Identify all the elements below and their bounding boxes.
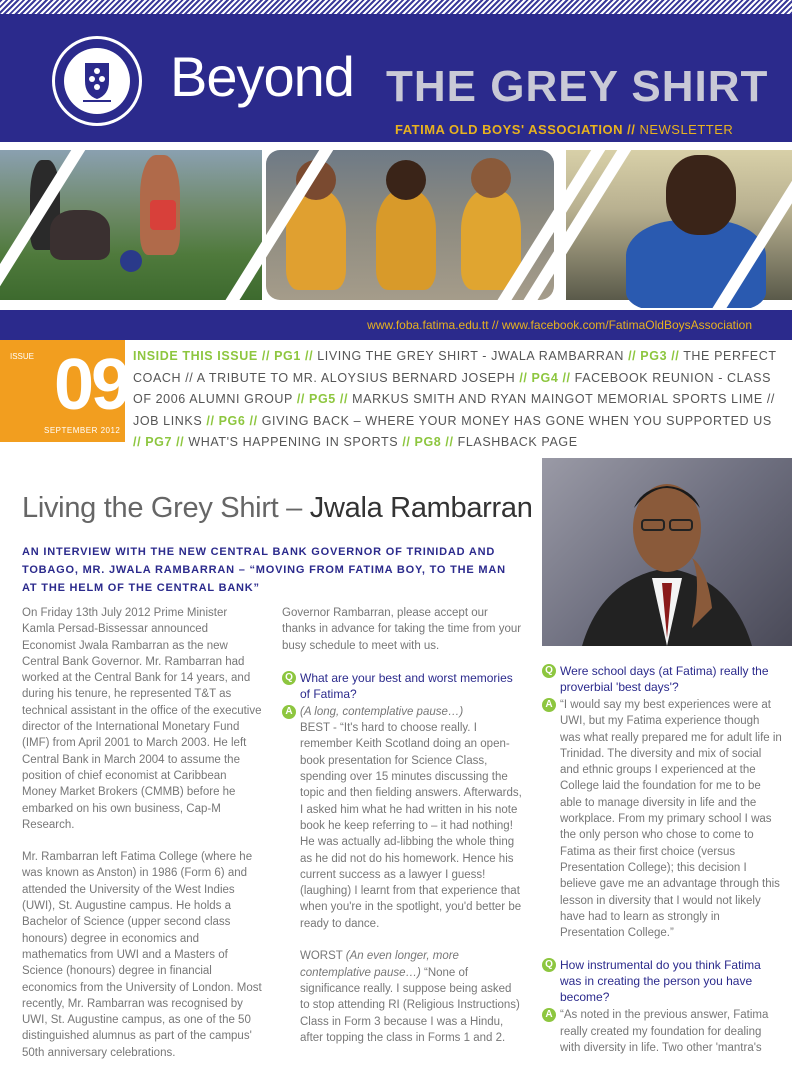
intro-paragraph: Governor Rambarran, please accept our thanks in advance for taking the time from your busy schedule to meet with us. [282,607,522,652]
a-badge-icon: A [542,1008,556,1022]
link-bar [0,310,792,340]
article-title [22,492,533,525]
answer-text: “I would say my best experiences were at UWI, but my Fatima experience though was what really prepared me for adult life in Trinidad. The diversity and mix of social and ethnic groups I experienced at the College laid the foundation for me to be able to manage diversity in life and the workplace. From my primary school I was the only person who chose to come to Fatima as their first choice (versus Presentation College); this decision I believe gave me an advantage through this lesson in diversity that I would not likely have had to learn as strongly in Presentation College.” [560,699,782,940]
title-beyond: Beyond [170,45,354,108]
column-3 [542,663,782,1056]
sports-photo-1 [0,150,262,300]
toc-item[interactable]: MARKUS SMITH AND RYAN MAINGOT MEMORIAL SPORTS LIME // JOB LINKS [133,392,775,428]
answer-worst-label: WORST [300,950,346,963]
toc-item[interactable]: THE PERFECT COACH // A TRIBUTE TO MR. ALOYSIUS BERNARD JOSEPH [133,349,777,385]
toc-page[interactable]: // PG8 // [402,435,454,449]
issue-number: 09 [54,345,129,425]
issue-label: ISSUE [10,352,35,361]
q-badge-icon: Q [282,671,296,685]
q-badge-icon: Q [542,664,556,678]
toc-item[interactable]: LIVING THE GREY SHIRT - JWALA RAMBARRAN [313,349,629,363]
toc-item[interactable]: GIVING BACK – WHERE YOUR MONEY HAS GONE WHEN YOU SUPPORTED US [257,413,772,428]
inside-this-issue [133,346,783,454]
answer-pause: (A long, contemplative pause…) [300,705,464,718]
column-1 [22,605,262,1077]
subtitle-newsletter: NEWSLETTER [635,122,734,137]
question-text: How instrumental do you think Fatima was in creating the person you have become? [560,958,761,1005]
a-badge-icon: A [282,705,296,719]
sports-photo-3 [566,150,792,300]
a-badge-icon: A [542,698,556,712]
title-light: Living the Grey Shirt – [22,492,310,524]
answer-text: “As noted in the previous answer, Fatima really created my foundation for dealing with diversity in life. Two other 'mantra's [560,1009,769,1055]
web-links[interactable]: www.foba.fatima.edu.tt // www.facebook.com/FatimaOldBoysAssociation [367,318,752,332]
paragraph: Mr. Rambarran left Fatima College (where he was known as Anston) in 1986 (Form 6) and attended the University of the West Indies (UWI), St. Augustine campus. He holds a Bachelor of Science (upper second class honours) degree in economics and mathematics from UWI and a Masters of Science (honours) degree in financial economics from the University of London. Most recently, Mr. Rambarran was recognised by UWI, St. Augustine campus, as one of the 50 distinguished alumnus as part of the campus' 50th anniversary celebrations. [22,851,262,1059]
question [542,663,782,695]
column-2 [282,605,522,1046]
answer [542,1007,782,1056]
question-text: What are your best and worst memories of Fatima? [300,670,513,701]
issue-box [0,340,129,442]
subtitle-org: FATIMA OLD BOYS' ASSOCIATION // [395,122,636,137]
masthead [0,14,792,142]
toc-item[interactable]: FLASHBACK PAGE [453,435,578,449]
photo-band [0,142,792,308]
toc-page[interactable]: // PG7 // [133,435,185,449]
paragraph: On Friday 13th July 2012 Prime Minister Kamla Persad-Bissessar announced Economist Jwala Rambarran as the new Central Bank Governor. Mr. Rambarran had worked at the Central Bank for 14 years, and during his tenure, he represented T&T as technical assistant in the office of the executive director of the International Monetary Fund (IMF) from April 2001 to March 2003. He left Central Bank in March 2004 to assume the position of chief economist at Caribbean Money Market Brokers (CMMB) before he embarked on his own business, Cap-M Research. [22,607,262,831]
article-subhead: AN INTERVIEW WITH THE NEW CENTRAL BANK GOVERNOR OF TRINIDAD AND TOBAGO, MR. JWALA RAMBARRAN – “MOVING FROM FATIMA BOY, TO THE MAN AT THE HELM OF THE CENTRAL BANK” [22,546,506,594]
question [542,957,782,1005]
answer-best: BEST - “It's hard to choose really. I remember Keith Scotland doing an open-book presentation for Science Class, spending over 15 minutes discussing the topic and then fielding answers. Afterwards, I asked him what he had written in his note book he keep referring to – it had nothing! He was actually ad-libbing the whole thing as he did not do his homework. Hence his current success as a lawyer I guess! (laughing) I learnt from that experience that when you're in the spotlight, you'd better be ready to dance. [300,722,522,930]
toc-page[interactable]: // PG6 // [206,413,258,428]
toc-page[interactable]: // PG1 // [261,349,314,363]
masthead-subtitle [395,122,733,137]
inside-heading: INSIDE THIS ISSUE [133,349,258,363]
title-name: Jwala Rambarran [309,492,533,524]
title-grey-shirt: THE GREY SHIRT [386,62,769,111]
question-text: Were school days (at Fatima) really the proverbial 'best days'? [560,664,769,694]
q-badge-icon: Q [542,958,556,972]
answer-worst-pause: (An even longer, more contemplative pause…) [300,950,459,979]
toc-page[interactable]: // PG5 // [296,392,349,406]
toc-page[interactable]: // PG4 // [519,370,571,385]
foba-logo [52,36,142,126]
answer [282,704,522,1046]
toc-page[interactable]: // PG3 // [628,349,680,363]
toc-item[interactable]: WHAT'S HAPPENING IN SPORTS [184,435,403,449]
answer-worst: “None of significance really. I suppose being asked to stop attending RI (Religious Instructions) Class in Form 3 because I was a Hindu, after topping the class in Forms 1 and 2. [300,966,520,1044]
portrait-photo [542,458,792,646]
toc-item[interactable]: FACEBOOK REUNION - CLASS OF 2006 ALUMNI GROUP [133,370,772,406]
issue-date: SEPTEMBER 2012 [44,426,121,435]
top-stripe [0,0,792,14]
answer [542,697,782,941]
question [282,670,522,702]
